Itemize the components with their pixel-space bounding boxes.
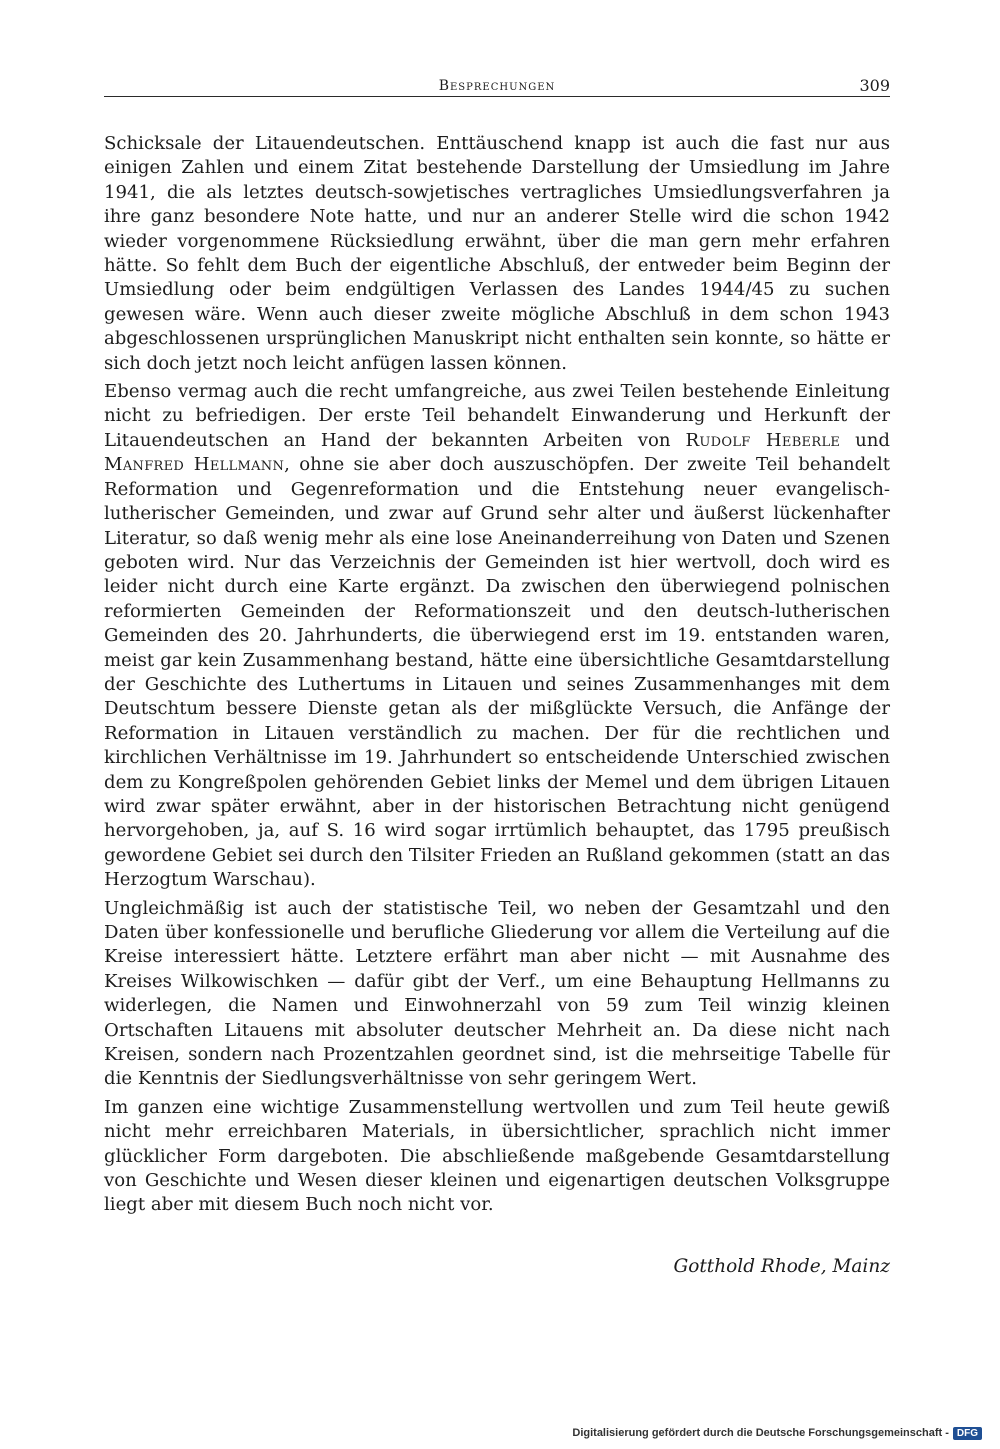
paragraph-2 (104, 380, 890, 893)
digitization-footer (572, 1425, 982, 1441)
dfg-logo: DFG (953, 1427, 982, 1440)
funding-note: Digitalisierung gefördert durch die Deutsche Forschungsgemeinschaft - (572, 1427, 949, 1439)
paragraph-2-part-2: und (840, 429, 891, 451)
running-header (104, 74, 890, 97)
author-name-hellmann: Manfred Hellmann (104, 454, 285, 476)
paragraph-3: Ungleichmäßig ist auch der statistische Teil, wo neben der Gesamtzahl und den Daten über konfessionelle und berufliche Gliederung vor allem die Verteilung auf die Kreise interessiert hätte. Letztere erfährt man aber nicht — mit Ausnahme des Kreises Wilkowischken — dafür gibt der Verf., um eine Behauptung Hellmanns zu widerlegen, die Namen und Einwohnerzahl von 59 zum Teil winzig kleinen Ortschaften Litauens mit absoluter deutscher Mehrheit an. Da diese nicht nach Kreisen, sondern nach Prozentzahlen geordnet sind, ist die mehrseitige Tabelle für die Kenntnis der Siedlungsverhältnisse von sehr geringem Wert. (104, 897, 890, 1090)
review-body (104, 132, 890, 1222)
paragraph-1: Schicksale der Litauendeutschen. Enttäuschend knapp ist auch die fast nur aus einigen Zahlen und einem Zitat bestehende Darstellung der Umsiedlung im Jahre 1941, die als letztes deutsch-sowjetisches vertragliches Umsiedlungsverfahren ja ihre ganz besondere Note hatte, und nur an anderer Stelle wird die schon 1942 wieder vorgenommene Rücksiedlung erwähnt, über die man gern mehr erfahren hätte. So fehlt dem Buch der eigentliche Abschluß, der entweder beim Beginn der Umsiedlung oder beim endgültigen Verlassen des Landes 1944/45 zu suchen gewesen wäre. Wenn auch dieser zweite mögliche Abschluß in dem schon 1943 abgeschlossenen ursprünglichen Manuskript nicht enthalten sein konnte, so hätte er sich doch jetzt noch leicht anfügen lassen können. (104, 133, 890, 374)
paragraph-2-part-3: , ohne sie aber doch auszuschöpfen. Der zweite Teil behandelt Reformation und Gegenreformation und die Entstehung neuer evangelisch-lutherischer Gemeinden, und zwar auf Grund sehr alter und äußerst lückenhafter Literatur, so daß wenig mehr als eine lose Aneinanderreihung von Daten und Szenen geboten wird. Nur das Verzeichnis der Gemeinden ist hier wertvoll, doch wird es leider nicht durch eine Karte ergänzt. Da zwischen den überwiegend polnischen reformierten Gemeinden der Reformationszeit und den deutsch-lutherischen Gemeinden des 20. Jahrhunderts, die überwiegend erst im 19. entstanden waren, meist gar kein Zusammenhang bestand, hätte eine übersichtliche Gesamtdarstellung der Geschichte des Luthertums in Litauen und seines Zusammenhanges mit dem Deutschtum bessere Dienste getan als der mißglückte Versuch, die Anfänge der Reformation in Litauen verständlich zu machen. Der für die rechtlichen und kirchlichen Verhältnisse im 19. Jahrhundert so entscheidende Unterschied zwischen dem zu Kongreßpolen gehörenden Gebiet links der Memel und dem übrigen Litauen wird zwar später erwähnt, aber in der historischen Betrachtung nicht genügend hervorgehoben, ja, auf S. 16 wird sogar irrtümlich behauptet, das 1795 preußisch gewordene Gebiet sei durch den Tilsiter Frieden an Rußland gekommen (statt an das Herzogtum Warschau). (104, 454, 891, 891)
running-title: Besprechungen (438, 78, 556, 94)
page-number: 309 (859, 76, 890, 95)
author-name-heberle: Rudolf Heberle (685, 429, 841, 451)
paragraph-4: Im ganzen eine wichtige Zusammenstellung wertvollen und zum Teil heute gewiß nicht mehr erreichbaren Materials, in übersichtlicher, sprachlich nicht immer glücklicher Form dargeboten. Die abschließende maßgebende Gesamtdarstellung von Geschichte und Wesen dieser kleinen und eigenartigen deutschen Volksgruppe liegt aber mit diesem Buch noch nicht vor. (104, 1096, 890, 1216)
reviewer-signature: Gotthold Rhode, Mainz (673, 1256, 890, 1277)
paragraph-2-part-1: Ebenso vermag auch die recht umfangreiche, aus zwei Teilen bestehende Einleitung nicht zu befriedigen. Der erste Teil behandelt Einwanderung und Herkunft der Litauendeutschen an Hand der bekannten Arbeiten von (104, 381, 890, 451)
